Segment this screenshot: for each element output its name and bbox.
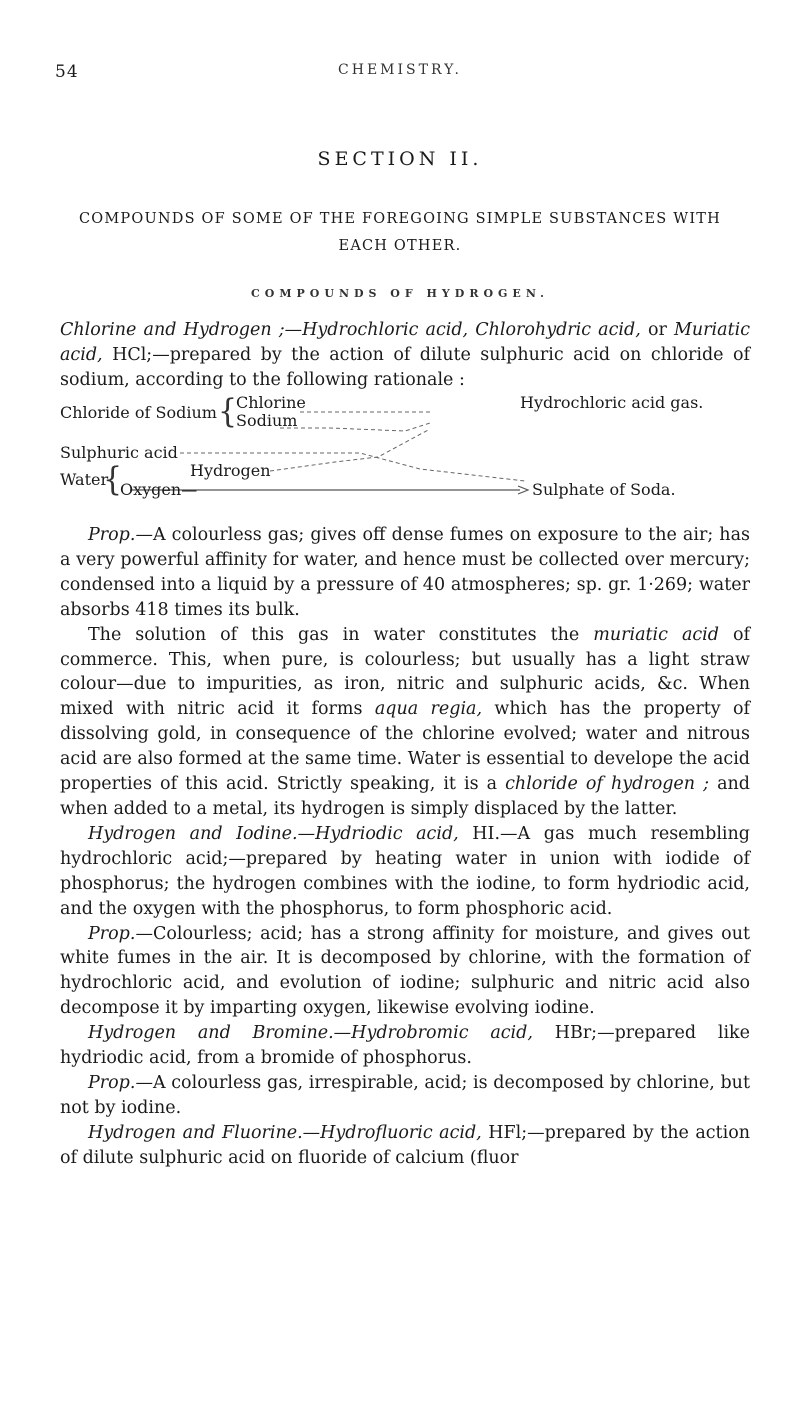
paragraph-lead: Prop. <box>88 525 136 545</box>
sodium-label: Sodium <box>236 411 298 430</box>
paragraph-text: which has the property of dissolving gold, in consequence of the chlorine evolved; water and nitrous acid are also formed at the same time. Water is essential to develope the acid properties of this acid. Strictly speaking, it is a <box>60 699 750 795</box>
hydrochloric-acid-gas-label: Hydrochloric acid gas. <box>520 393 704 412</box>
sulphate-of-soda-label: Sulphate of Soda. <box>532 480 676 499</box>
paragraph-text: —Colourless; acid; has a strong affinity for moisture, and gives out white fumes in the air. It is decomposed by chlorine, with the formation of hydrochloric acid, and evolution of iodine; sulphuric and nitric acid also decompose it by imparting oxygen, likewise evolving iodine. <box>60 923 750 1019</box>
brace-icon: { <box>103 460 123 499</box>
paragraph <box>60 1121 750 1171</box>
brace-icon: { <box>218 392 238 431</box>
paragraph <box>60 523 750 623</box>
intro-title: Chlorine and Hydrogen ;—Hydrochloric acid, Chlorohydric acid, <box>60 320 641 340</box>
hydrogen-label: Hydrogen <box>190 461 271 480</box>
paragraph-italic: aqua regia, <box>374 699 483 720</box>
paragraph-text: of commerce. This, when pure, is colourless; but usually has a light straw colour—due to impurities, as iron, nitric and sulphuric acids, &c. When mixed with nitric acid it forms <box>60 624 751 720</box>
intro-muriatic: Muriatic acid, <box>60 320 750 365</box>
paragraph <box>60 1021 750 1071</box>
running-head <box>0 62 800 86</box>
intro-or: or <box>647 320 667 340</box>
paragraph-lead: Hydrogen and Bromine.—Hydrobromic acid, <box>88 1023 533 1044</box>
paragraph <box>60 1071 750 1121</box>
water-label: Water <box>60 470 109 489</box>
paragraph-lead: Hydrogen and Fluorine.—Hydrofluoric acid, <box>88 1122 482 1143</box>
paragraph-lead: Prop. <box>88 923 136 944</box>
paragraph-text: HFl;—prepared by the action of dilute sulphuric acid on fluoride of calcium (fluor <box>60 1122 750 1168</box>
chloride-of-sodium-label: Chloride of Sodium <box>60 403 217 422</box>
paragraph-text: and when added to a metal, its hydrogen is simply displaced by the latter. <box>60 774 750 819</box>
paragraph-text: —A colourless gas, irrespirable, acid; is decomposed by chlorine, but not by iodine. <box>60 1072 750 1118</box>
paragraph <box>60 922 750 1022</box>
oxygen-label: Oxygen— <box>120 480 198 499</box>
paragraph-text: HI.—A gas much resembling hydrochloric acid;—prepared by heating water in union with iodide of phosphorus; the hydrogen combines with the iodine, to form hydriodic acid, and the oxygen with the phosphorus, to form phosphoric acid. <box>60 823 750 919</box>
hydrogen-connector <box>270 429 430 471</box>
intro-text: HCl;—prepared by the action of dilute sulphuric acid on chloride of sodium, according to the following rationale : <box>60 345 750 390</box>
paragraph <box>60 822 750 922</box>
reaction-diagram <box>0 392 800 509</box>
body-text <box>60 523 750 1171</box>
paragraph-lead: Prop. <box>88 1072 136 1093</box>
paragraph-text: The solution of this gas in water constitutes the <box>88 624 594 645</box>
paragraph-text: —A colourless gas; gives off dense fumes on exposure to the air; has a very powerful affinity for water, and hence must be collected over mercury; condensed into a liquid by a pressure of 40 atmospheres; sp. gr. 1·269; water absorbs 418 times its bulk. <box>60 525 750 620</box>
chlorine-label: Chlorine <box>236 393 306 412</box>
running-title: CHEMISTRY. <box>338 62 462 78</box>
paragraph <box>60 623 750 822</box>
compounds-heading: COMPOUNDS OF HYDROGEN. <box>250 287 549 300</box>
paragraph-italic: chloride of hydrogen ; <box>505 774 710 795</box>
paragraph-lead: Hydrogen and Iodine.—Hydriodic acid, <box>88 823 459 844</box>
sodium-connector <box>280 423 430 431</box>
paragraph-italic: muriatic acid <box>593 624 719 645</box>
page-number: 54 <box>55 62 79 82</box>
section-heading: SECTION II. <box>317 148 483 170</box>
intro-paragraph <box>60 318 750 393</box>
paragraph-text: HBr;—prepared like hydriodic acid, from a bromide of phosphorus. <box>60 1023 751 1069</box>
sulphuric-acid-label: Sulphuric acid <box>60 443 178 462</box>
section-subheading: COMPOUNDS OF SOME OF THE FOREGOING SIMPLE SUBSTANCES WITH EACH OTHER. <box>79 211 721 254</box>
